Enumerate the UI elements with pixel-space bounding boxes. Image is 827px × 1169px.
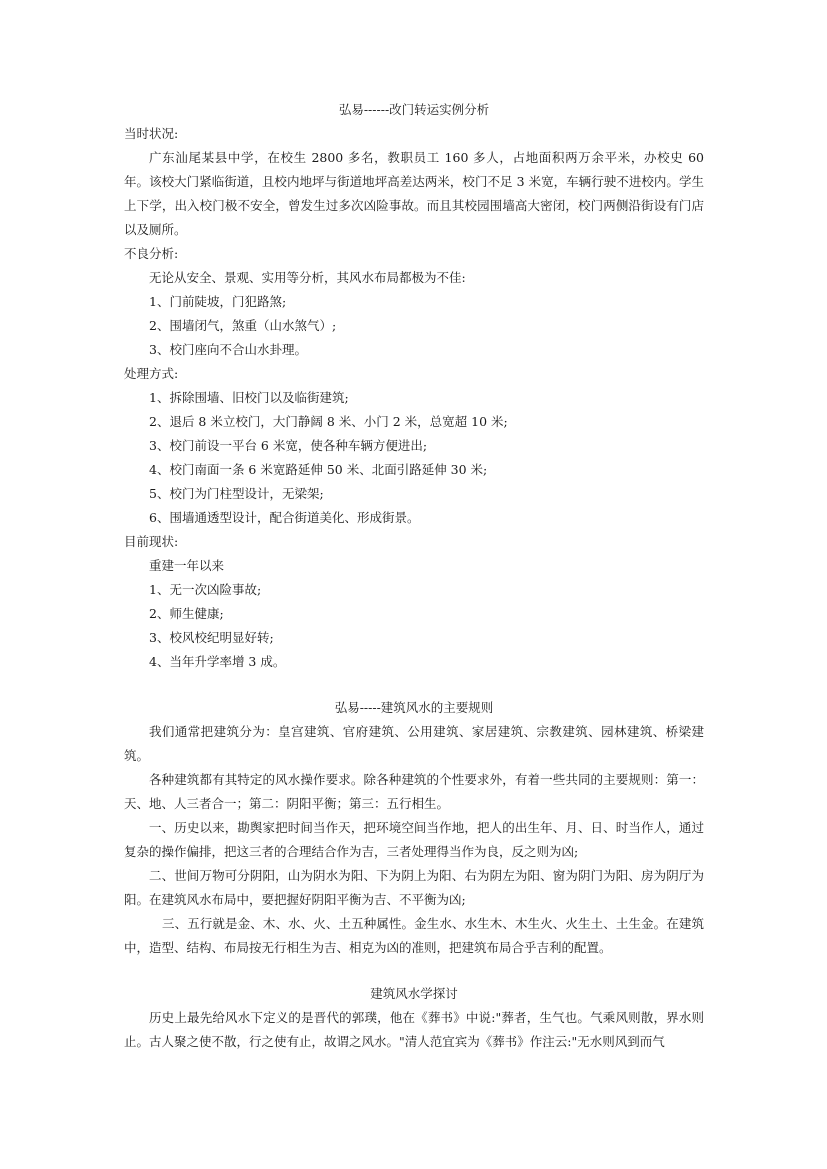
paragraph: 历史上最先给风水下定义的是晋代的郭璞，他在《葬书》中说:"葬者，生气也。气乘风则散，界水则止。古人聚之使不散，行之使有止，故谓之风水。"清人范宜宾为《葬书》作注云:"无水则风到而气 xyxy=(124,1010,704,1049)
list-item: 2、围墙闭气，煞重（山水煞气）; xyxy=(149,318,337,333)
paragraph: 各种建筑都有其特定的风水操作要求。除各种建筑的个性要求外，有着一些共同的主要规则：第一：天、地、人三者合一；第二：阴阳平衡；第三：五行相生。 xyxy=(124,772,704,811)
situation-label: 当时状况: xyxy=(124,126,179,141)
current-intro: 重建一年以来 xyxy=(149,558,225,573)
list-item: 6、围墙通透型设计，配合街道美化、形成街景。 xyxy=(149,510,420,525)
current-label: 目前现状: xyxy=(124,534,179,549)
list-item: 4、当年升学率增 3 成。 xyxy=(149,654,286,669)
paragraph: 我们通常把建筑分为：皇宫建筑、官府建筑、公用建筑、家居建筑、宗教建筑、园林建筑、桥梁建筑。 xyxy=(124,724,704,763)
situation-paragraph: 广东汕尾某县中学，在校生 2800 多名，教职员工 160 多人，占地面积两万余平米，办校史 60 年。该校大门紧临街道，且校内地坪与街道地坪高差达两米，校门不足 3 米宽，车辆行驶不进校内。学生上下学，出入校门极不安全，曾发生过多次凶险事故。而且其校园围墙高大密闭，校门两侧沿街设有门店以及厕所。 xyxy=(124,150,704,237)
analysis-label: 不良分析: xyxy=(124,246,179,261)
list-item: 1、无一次凶险事故; xyxy=(149,582,262,597)
paragraph: 二、世间万物可分阴阳，山为阴水为阳、下为阴上为阳、右为阴左为阳、窗为阴门为阳、房为阴厅为阳。在建筑风水布局中，要把握好阴阳平衡为吉、不平衡为凶; xyxy=(124,868,704,907)
list-item: 5、校门为门柱型设计，无梁架; xyxy=(149,486,324,501)
paragraph: 一、历史以来，勘舆家把时间当作天，把环境空间当作地，把人的出生年、月、日、时当作人，通过复杂的操作偏排，把这三者的合理结合作为吉，三者处理得当作为良，反之则为凶; xyxy=(124,820,704,859)
list-item: 3、校风校纪明显好转; xyxy=(149,630,274,645)
section-title: 弘易-----建筑风水的主要规则 xyxy=(334,700,494,715)
section-title: 弘易------改门转运实例分析 xyxy=(338,102,490,117)
paragraph: 三、五行就是金、木、水、火、土五种属性。金生水、水生木、木生火、火生土、土生金。在建筑中，造型、结构、布局按无行相生为吉、相克为凶的准则，把建筑布局合乎吉利的配置。 xyxy=(124,916,704,955)
list-item: 2、师生健康; xyxy=(149,606,224,621)
analysis-intro: 无论从安全、景观、实用等分析，其风水布局都极为不佳: xyxy=(149,270,466,285)
list-item: 3、校门座向不合山水卦理。 xyxy=(149,342,307,357)
document-content xyxy=(124,98,704,1054)
method-label: 处理方式: xyxy=(124,366,179,381)
section-spacer xyxy=(124,674,704,696)
list-item: 3、校门前设一平台 6 米宽，使各种车辆方便进出; xyxy=(149,438,428,453)
section-spacer xyxy=(124,960,704,982)
list-item: 1、拆除围墙、旧校门以及临街建筑; xyxy=(149,390,349,405)
list-item: 4、校门南面一条 6 米宽路延伸 50 米、北面引路延伸 30 米; xyxy=(149,462,488,477)
list-item: 1、门前陡坡，门犯路煞; xyxy=(149,294,287,309)
list-item: 2、退后 8 米立校门，大门静阔 8 米、小门 2 米，总宽超 10 米; xyxy=(149,414,508,429)
section-title: 建筑风水学探讨 xyxy=(370,986,458,1001)
